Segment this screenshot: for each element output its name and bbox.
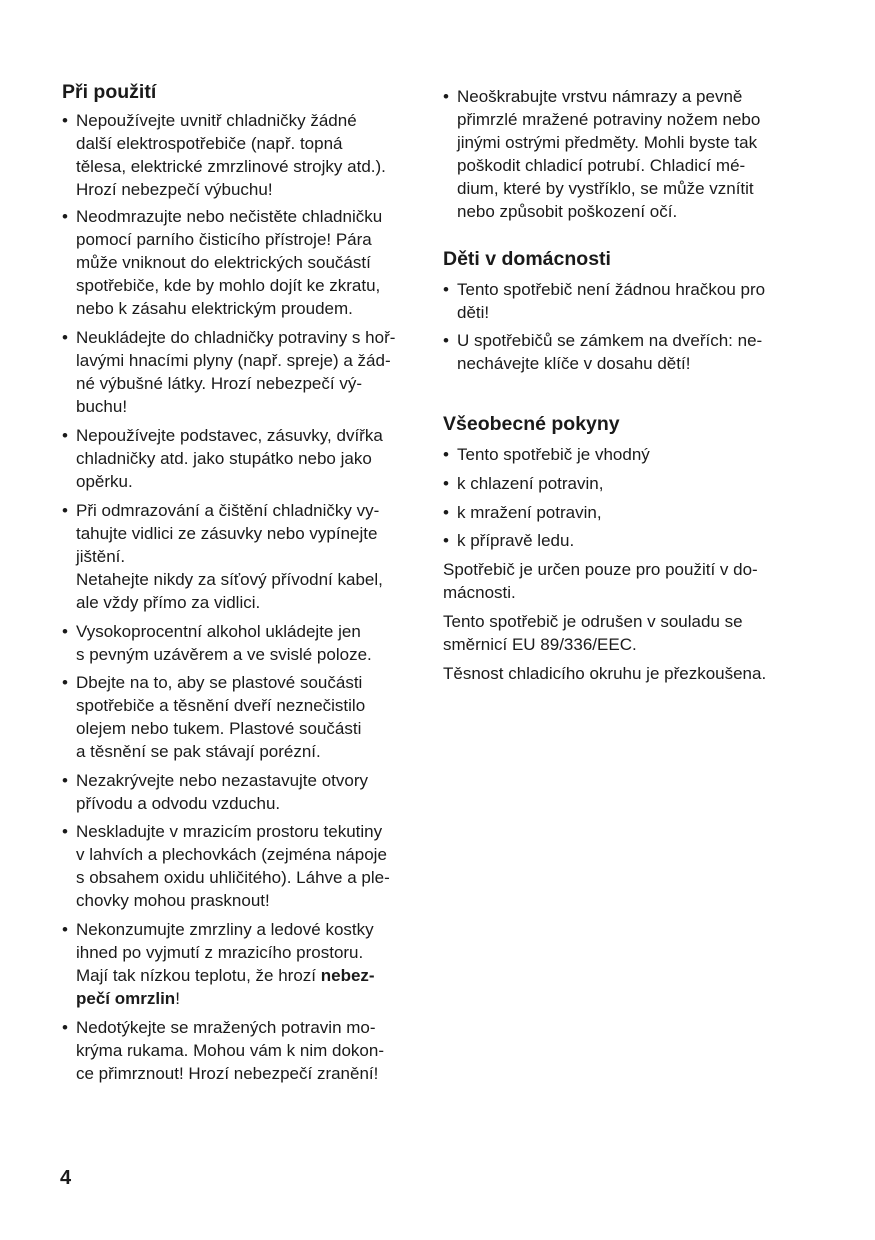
paragraph: Spotřebič je určen pouze pro použití v do- mácnosti. <box>443 560 758 602</box>
bullet-icon: • <box>62 673 68 692</box>
paragraph: Tento spotřebič je odrušen v souladu se směrnicí EU 89/336/EEC. <box>443 612 743 654</box>
bullet-icon: • <box>443 331 449 350</box>
paragraph: Těsnost chladicího okruhu je přezkoušena. <box>443 664 767 683</box>
bullet-icon: • <box>62 920 68 939</box>
page-number: 4 <box>60 1167 72 1189</box>
bullet-icon: • <box>62 771 68 790</box>
bullet-icon: • <box>443 503 449 522</box>
bullet-icon: • <box>62 328 68 347</box>
bullet-icon: • <box>443 474 449 493</box>
warning-emphasis: nebez- <box>320 966 375 985</box>
bullet-icon: • <box>443 87 449 106</box>
section-heading-children: Děti v domácnosti <box>443 248 611 270</box>
bullet-icon: • <box>62 426 68 445</box>
bullet-icon: • <box>62 207 68 226</box>
bullet-icon: • <box>62 822 68 841</box>
bullet-icon: • <box>443 280 449 299</box>
bullet-icon: • <box>62 622 68 641</box>
warning-emphasis: pečí omrzlin <box>76 989 176 1008</box>
section-heading-general: Všeobecné pokyny <box>443 413 620 435</box>
bullet-icon: • <box>443 445 449 464</box>
bullet-icon: • <box>62 1018 68 1037</box>
section-heading-use: Při použití <box>62 81 157 103</box>
bullet-icon: • <box>62 501 68 520</box>
bullet-icon: • <box>443 531 449 550</box>
bullet-icon: • <box>62 111 68 130</box>
